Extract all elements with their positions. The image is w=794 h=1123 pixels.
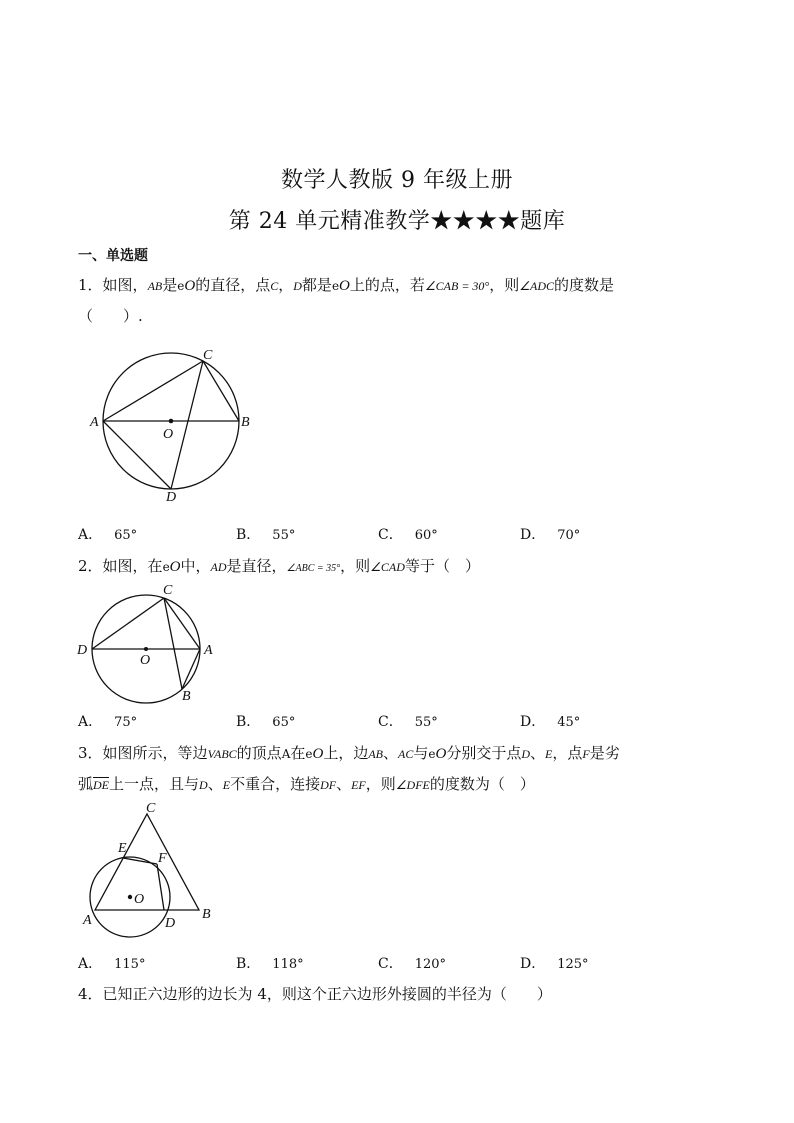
option-a[interactable]: A． 75° xyxy=(78,714,138,730)
svg-text:A: A xyxy=(90,415,99,430)
option-d[interactable]: D． 45° xyxy=(520,714,581,730)
question-3-options xyxy=(78,953,718,975)
question-1-figure xyxy=(90,340,290,510)
question-3-text: 3．如图所示，等边VABC的顶点A在eO上，边AB、AC与eO分别交于点D、E，点F是劣 xyxy=(78,744,620,762)
svg-text:B: B xyxy=(241,415,250,430)
option-a[interactable]: A． 115° xyxy=(78,956,146,972)
question-1-text-line2: （ ）. xyxy=(78,307,143,325)
svg-text:A: A xyxy=(83,913,92,928)
question-4-text: 4．已知正六边形的边长为 4，则这个正六边形外接圆的半径为（ ） xyxy=(78,985,552,1003)
question-2-figure xyxy=(76,582,226,702)
svg-text:A: A xyxy=(204,643,213,658)
svg-text:O: O xyxy=(163,427,174,442)
question-3-text-line2: 弧$\overline{DE}$上一点，且与D、E不重合，连接DF、EF，则∠DFE的度数为（ ） xyxy=(78,775,535,793)
page-title: 数学人教版 9 年级上册 xyxy=(281,168,513,193)
svg-text:B: B xyxy=(182,689,191,704)
section-heading: 一、单选题 xyxy=(78,248,148,264)
svg-text:B: B xyxy=(202,907,211,922)
question-2-options xyxy=(78,711,718,733)
page-subtitle: 第 24 单元精准教学★★★★题库 xyxy=(228,209,566,234)
question-1-options xyxy=(78,524,718,546)
option-d[interactable]: D． 70° xyxy=(520,527,581,543)
option-a[interactable]: A． 65° xyxy=(78,527,138,543)
option-b[interactable]: B． 118° xyxy=(236,956,304,972)
question-3-figure xyxy=(80,802,230,942)
svg-text:D: D xyxy=(165,916,176,931)
option-d[interactable]: D． 125° xyxy=(520,956,589,972)
option-b[interactable]: B． 65° xyxy=(236,714,296,730)
option-c[interactable]: C． 55° xyxy=(378,714,438,730)
svg-text:D: D xyxy=(166,490,177,505)
svg-text:F: F xyxy=(158,851,167,866)
svg-text:C: C xyxy=(146,801,156,816)
option-c[interactable]: C． 120° xyxy=(378,956,447,972)
svg-text:D: D xyxy=(77,643,88,658)
svg-text:O: O xyxy=(134,892,145,907)
question-2-text: 2．如图，在eO中，AD是直径，∠ABC = 35°，则∠CAD等于（ ） xyxy=(78,557,480,575)
question-1-text: 1．如图，AB是eO的直径，点C，D都是eO上的点，若∠CAB = 30°，则∠ADC的度数是 xyxy=(78,276,615,294)
option-b[interactable]: B． 55° xyxy=(236,527,296,543)
svg-text:C: C xyxy=(203,348,213,363)
option-c[interactable]: C． 60° xyxy=(378,527,438,543)
svg-text:O: O xyxy=(140,653,151,668)
svg-text:E: E xyxy=(118,841,127,856)
svg-text:C: C xyxy=(163,583,173,598)
